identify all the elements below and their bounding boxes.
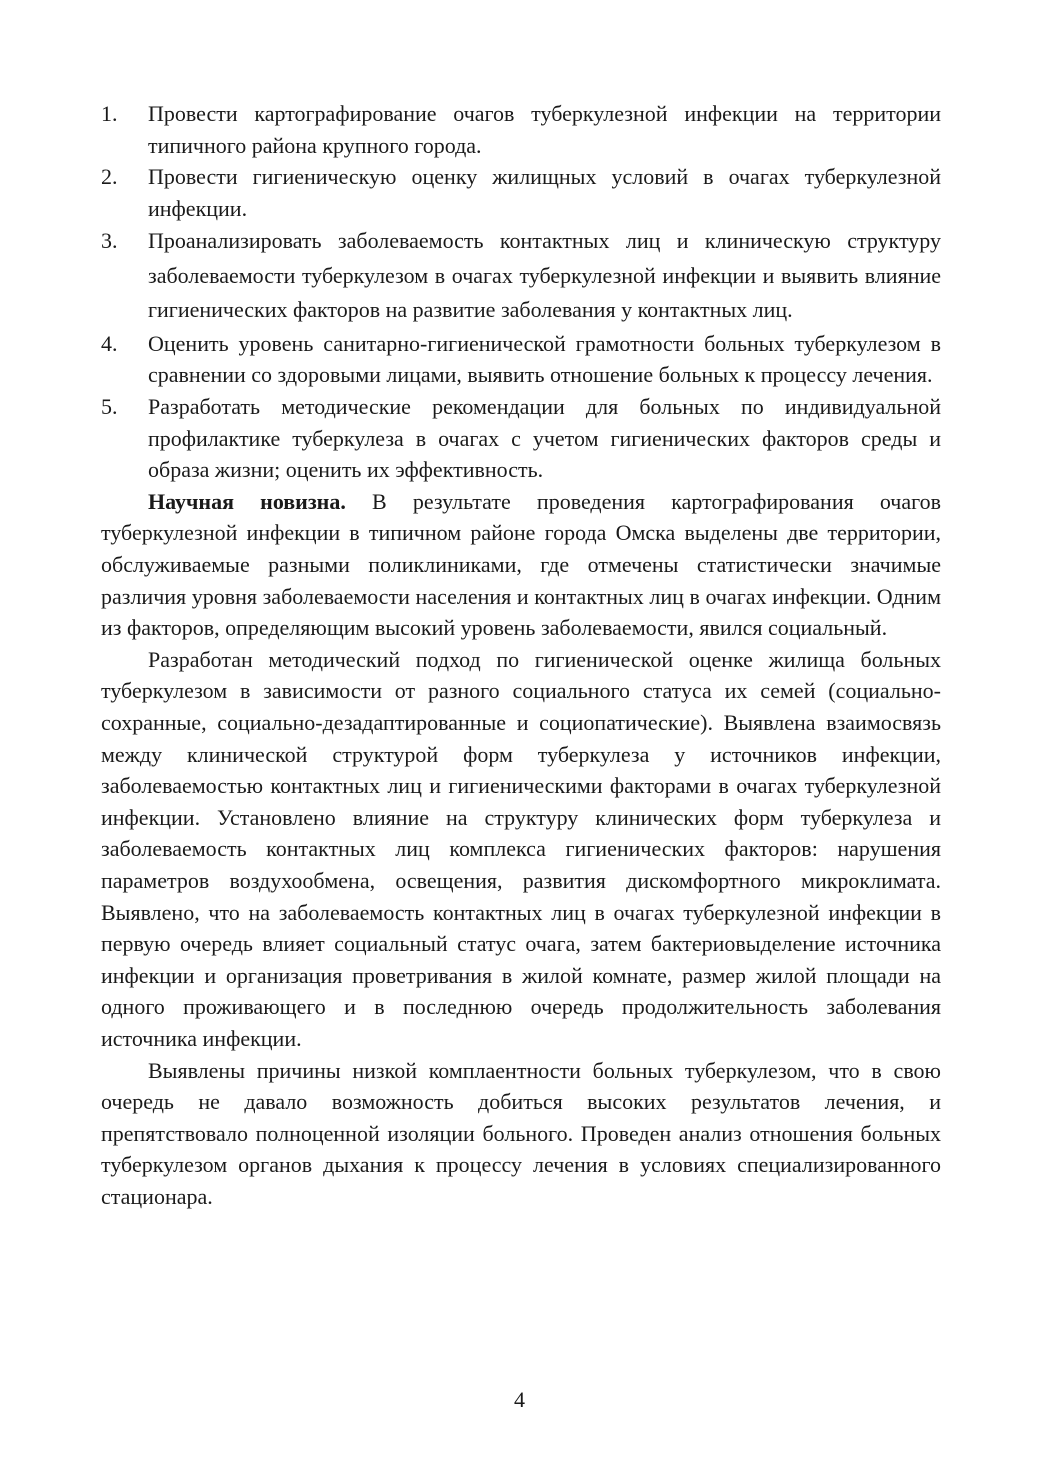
scientific-novelty-paragraph (101, 486, 941, 644)
novelty-text: В результате проведения картографирования очагов туберкулезной инфекции в типичном районе города Омска выделены две территории, обслуживаемые разными поликлиниками, где отмечены статистически значимые различия уровня заболеваемости населения и контактных лиц в очагах инфекции. Одним из факторов, определяющим высокий уровень заболеваемости, явился социальный. (101, 488, 941, 641)
body-paragraph-1: Разработан методический подход по гигиенической оценке жилища больных туберкулезом в зависимости от разного социального статуса их семей (социально-сохранные, социально-дезадаптированные и социопатические). Выявлена взаимосвязь между клинической структурой форм туберкулеза у источников инфекции, заболеваемостью контактных лиц и гигиеническими факторами в очагах туберкулезной инфекции. Установлено влияние на структуру клинических форм туберкулеза и заболеваемость контактных лиц комплекса гигиенических факторов: нарушения параметров воздухообмена, освещения, развития дискомфортного микроклимата. Выявлено, что на заболеваемость контактных лиц в очагах туберкулезной инфекции в первую очередь влияет социальный статус очага, затем бактериовыделение источника инфекции и организация проветривания в жилой комнате, размер жилой площади на одного проживающего и в последнюю очередь продолжительность заболевания источника инфекции. (101, 646, 941, 1051)
task-item-2 (101, 161, 941, 224)
task-number: 4. (101, 330, 118, 356)
body-paragraph-2: Выявлены причины низкой комплаентности больных туберкулезом, что в свою очередь не давало возможность добиться высоких результатов лечения, и препятствовало полноценной изоляции больного. Проведен анализ отношения больных туберкулезом органов дыхания к процессу лечения в условиях специализированного стационара. (101, 1057, 941, 1209)
task-item-5 (101, 391, 941, 486)
novelty-heading: Научная новизна. (148, 488, 346, 514)
task-text: Провести гигиеническую оценку жилищных условий в очагах туберкулезной инфекции. (148, 164, 941, 221)
task-text: Проанализировать заболеваемость контактных лиц и клиническую структуру заболеваемости туберкулезом в очагах туберкулезной инфекции и выявить влияние гигиенических факторов на развитие заболевания у контактных лиц. (148, 228, 941, 323)
task-number: 3. (101, 228, 118, 254)
task-number: 5. (101, 394, 118, 420)
research-tasks-list (101, 98, 941, 486)
task-item-1 (101, 98, 941, 161)
task-text: Оценить уровень санитарно-гигиенической грамотности больных туберкулезом в сравнении со здоровыми лицами, выявить отношение больных к процессу лечения. (148, 330, 941, 388)
task-item-3 (101, 224, 941, 328)
page-number: 4 (514, 1387, 525, 1412)
task-item-4 (101, 328, 941, 391)
task-number: 2. (101, 164, 118, 190)
page-content (101, 98, 941, 1213)
task-number: 1. (101, 101, 118, 126)
task-text: Провести картографирование очагов туберкулезной инфекции на территории типичного района крупного города. (148, 101, 941, 158)
task-text: Разработать методические рекомендации для больных по индивидуальной профилактике туберкулеза в очагах с учетом гигиенических факторов среды и образа жизни; оценить их эффективность. (148, 394, 941, 483)
